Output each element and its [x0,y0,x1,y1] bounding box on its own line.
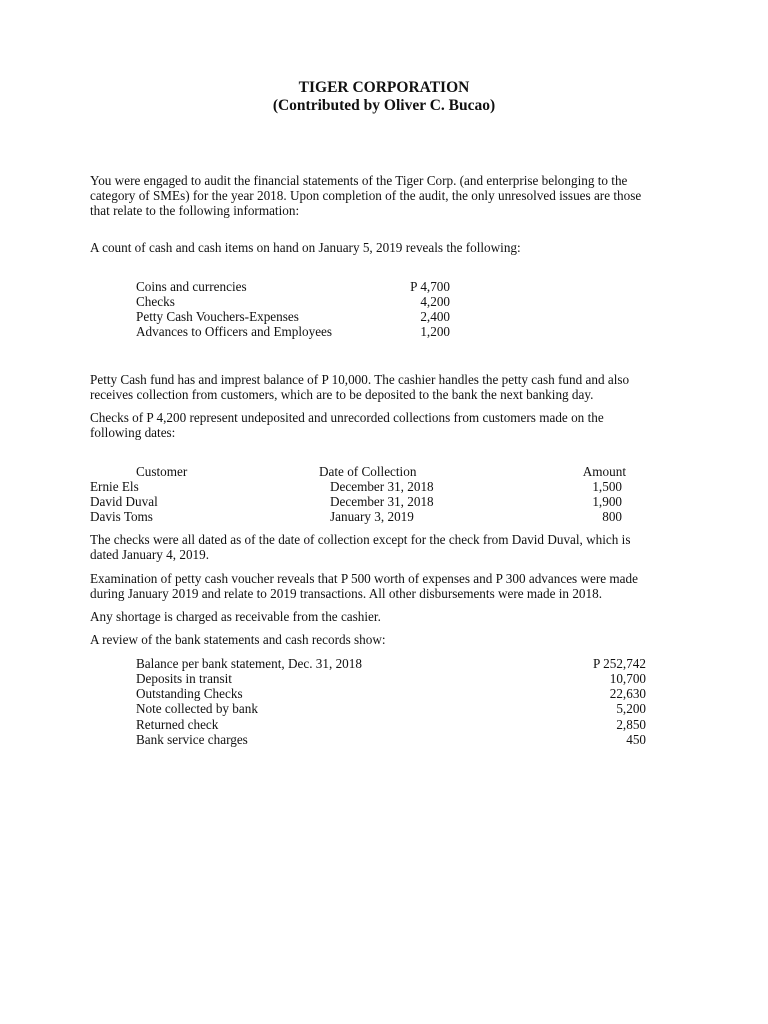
cash-count-amount: P 4,700 [410,279,450,294]
column-header-customer: Customer [136,464,188,479]
bank-review-label: Returned check [136,717,219,732]
cash-count-amount: 2,400 [420,309,450,324]
bank-review-label: Bank service charges [136,732,248,747]
intro-line: that relate to the following information: [90,203,300,218]
table-cell-date: December 31, 2018 [330,494,434,509]
checks-line: Checks of P 4,200 represent undeposited and unrecorded collections from customers made on the [90,410,604,425]
cash-count-amount: 1,200 [420,324,450,339]
cash-count-label: Petty Cash Vouchers-Expenses [136,309,299,324]
bank-review-amount: 2,850 [616,717,646,732]
table-cell-date: December 31, 2018 [330,479,434,494]
bank-review-lead: A review of the bank statements and cash records show: [90,632,386,647]
cash-count-label: Coins and currencies [136,279,247,294]
bank-review-label: Outstanding Checks [136,686,243,701]
intro-line: You were engaged to audit the financial statements of the Tiger Corp. (and enterprise belonging to the [90,173,628,188]
cash-count-label: Checks [136,294,175,309]
cash-count-amount: 4,200 [420,294,450,309]
bank-review-amount: 10,700 [609,671,646,686]
table-cell-amount: 1,900 [592,494,622,509]
bank-review-amount: 5,200 [616,701,646,716]
bank-review-amount: 22,630 [609,686,646,701]
cash-count-label: Advances to Officers and Employees [136,324,333,339]
column-header-amount: Amount [582,464,626,479]
petty-cash-line: Petty Cash fund has and imprest balance of P 10,000. The cashier handles the petty cash fund and also [90,372,630,387]
bank-review-label: Deposits in transit [136,671,232,686]
bank-review-label: Balance per bank statement, Dec. 31, 2018 [136,656,362,671]
petty-cash-line: receives collection from customers, which are to be deposited to the bank the next banking day. [90,387,594,402]
page-title: TIGER CORPORATION [298,79,470,96]
table-cell-date: January 3, 2019 [330,509,414,524]
table-cell-amount: 800 [602,509,622,524]
bank-review-label: Note collected by bank [136,701,258,716]
checks-line: following dates: [90,425,176,440]
voucher-note-line: Examination of petty cash voucher reveals that P 500 worth of expenses and P 300 advances were made [90,571,638,586]
bank-review-amount: 450 [626,732,646,747]
table-cell-customer: Ernie Els [90,479,139,494]
bank-review-amount: P 252,742 [592,656,646,671]
cash-count-lead: A count of cash and cash items on hand on January 5, 2019 reveals the following: [90,240,521,255]
intro-line: category of SMEs) for the year 2018. Upon completion of the audit, the only unresolved issues are those [90,188,642,203]
column-header-date: Date of Collection [319,464,417,479]
dated-note-line: The checks were all dated as of the date of collection except for the check from David Duval, which is [90,532,631,547]
voucher-note-line: during January 2019 and relate to 2019 transactions. All other disbursements were made in 2018. [90,586,602,601]
table-cell-customer: David Duval [90,494,158,509]
page-subtitle: (Contributed by Oliver C. Bucao) [272,97,496,114]
table-cell-customer: Davis Toms [90,509,153,524]
table-cell-amount: 1,500 [592,479,622,494]
shortage-note: Any shortage is charged as receivable from the cashier. [90,609,381,624]
dated-note-line: dated January 4, 2019. [90,547,210,562]
